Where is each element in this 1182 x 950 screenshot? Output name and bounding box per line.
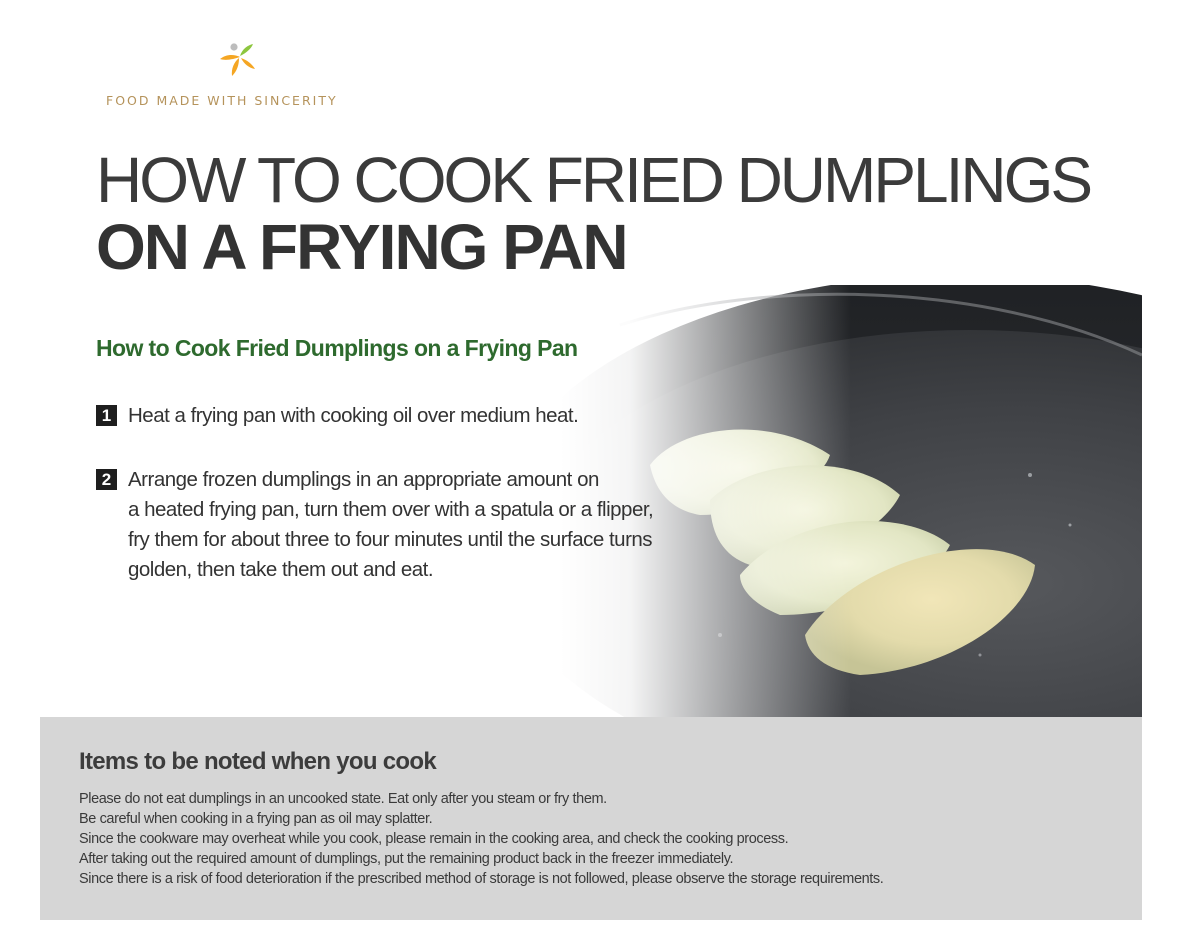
notes-item: Be careful when cooking in a frying pan as oil may splatter. <box>79 811 433 827</box>
step-line: a heated frying pan, turn them over with a spatula or a flipper, <box>128 498 654 521</box>
step-number-badge: 1 <box>96 405 117 426</box>
instructions-heading: How to Cook Fried Dumplings on a Frying Pan <box>96 335 578 361</box>
notes-item: Since there is a risk of food deterioration if the prescribed method of storage is not followed, please observe the storage requirements. <box>79 871 884 887</box>
step-text <box>128 401 578 431</box>
step-line: Arrange frozen dumplings in an appropriate amount on <box>128 468 599 491</box>
brand-logo-mark <box>218 40 258 78</box>
page-title-line1: HOW TO COOK FRIED DUMPLINGS <box>96 144 1091 216</box>
notes-title: Items to be noted when you cook <box>79 748 437 775</box>
brand-logo <box>218 40 258 78</box>
brand-tagline: FOOD MADE WITH SINCERITY <box>106 93 338 108</box>
step-text <box>128 465 653 585</box>
notes-item: Since the cookware may overheat while you cook, please remain in the cooking area, and check the cooking process. <box>79 831 789 847</box>
cooking-notes-panel <box>40 717 1142 920</box>
step-number-badge: 2 <box>96 469 117 490</box>
notes-item: Please do not eat dumplings in an uncooked state. Eat only after you steam or fry them. <box>79 791 607 807</box>
step-line: Heat a frying pan with cooking oil over medium heat. <box>128 404 579 427</box>
page-title-line2: ON A FRYING PAN <box>96 211 627 283</box>
notes-list <box>79 789 883 889</box>
notes-item: After taking out the required amount of dumplings, put the remaining product back in the freezer immediately. <box>79 851 734 867</box>
step-line: fry them for about three to four minutes until the surface turns <box>128 528 653 551</box>
step-line: golden, then take them out and eat. <box>128 558 434 581</box>
